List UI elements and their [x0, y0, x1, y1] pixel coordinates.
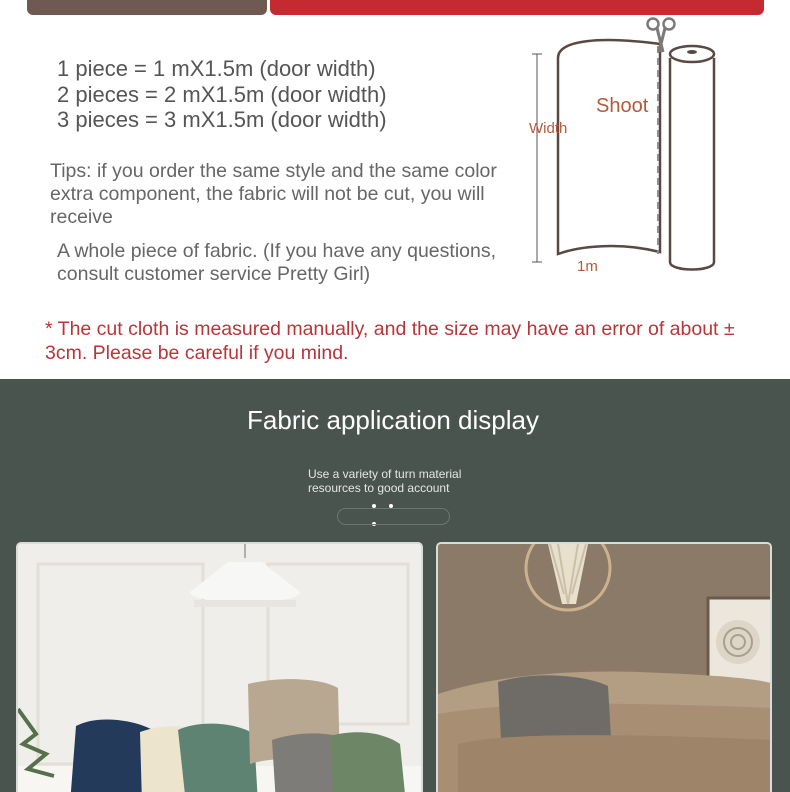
tips-text-continued: A whole piece of fabric. (If you have any questions, consult customer service Pretty Girl): [57, 240, 497, 285]
piece-size-line: 3 pieces = 3 mX1.5m (door width): [57, 107, 387, 132]
dots-divider: [372, 495, 422, 505]
fabric-roll-diagram: [520, 14, 730, 284]
fabric-sheet: [558, 40, 660, 254]
piece-size-line: 2 pieces = 2 mX1.5m (door width): [57, 81, 387, 107]
sofa-illustration: [438, 544, 772, 792]
measurement-warning: * The cut cloth is measured manually, and the size may have an error of about ± 3cm. Please be careful if you mind.: [45, 318, 735, 364]
piece-size-line: 1 piece = 1 mX1.5m (door width): [57, 56, 376, 81]
decorative-pill: [337, 508, 450, 525]
piece-size-list: [57, 56, 387, 133]
fabric-roll: [670, 46, 714, 270]
tips-text: Tips: if you order the same style and the same color extra component, the fabric will not be cut, you will receive: [50, 160, 497, 228]
sofa-cover-photo: [436, 542, 772, 792]
living-room-cushions-photo: [16, 542, 423, 792]
section-subtitle: Use a variety of turn material resources to good account: [308, 467, 462, 495]
shoot-label: Shoot: [596, 95, 649, 117]
top-banner-left: [27, 0, 267, 15]
length-label: 1m: [577, 258, 598, 275]
width-dimension-line: [532, 54, 542, 262]
top-banner-right: [270, 0, 764, 15]
living-room-illustration: [18, 544, 423, 792]
section-title: Fabric application display: [247, 405, 539, 435]
width-label: Width: [529, 120, 568, 137]
